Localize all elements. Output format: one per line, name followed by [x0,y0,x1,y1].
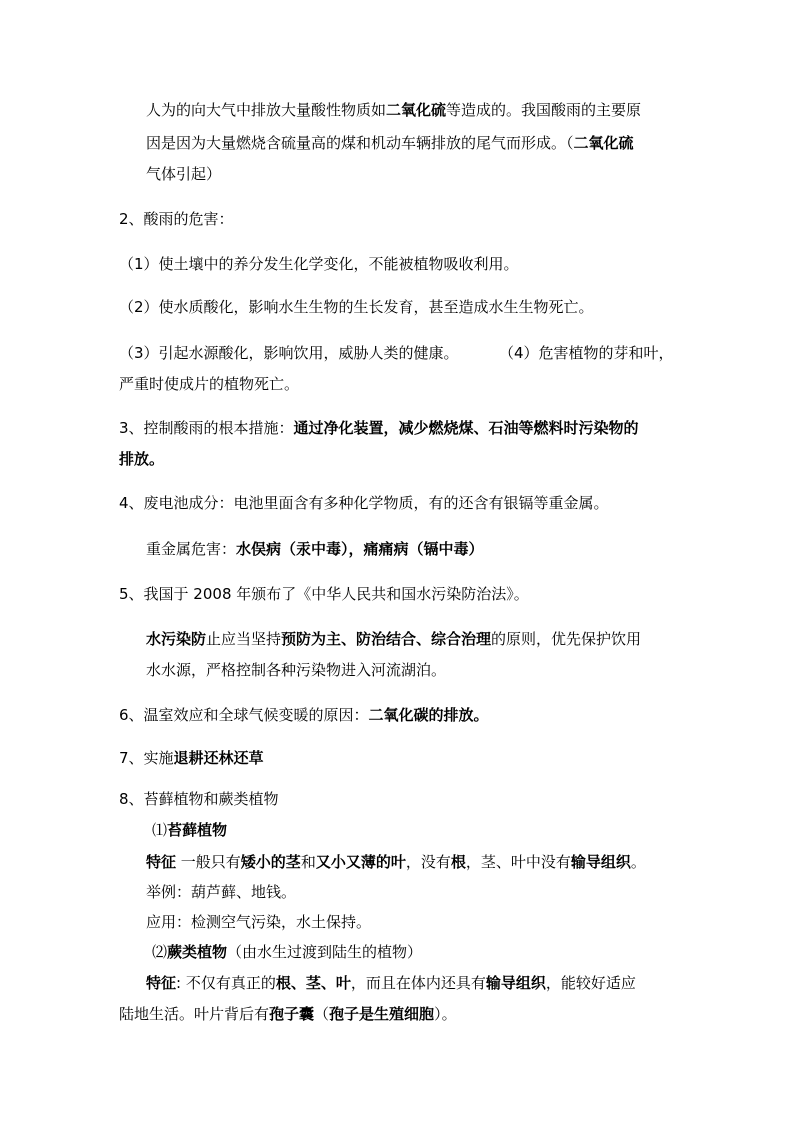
harm-item-4: （4）危害植物的芽和叶， [499,344,674,362]
text: ，茎、叶中没有 [465,853,571,871]
text: 6、温室效应和全球气候变暖的原因： [119,706,369,724]
harm-item-4-cont: 严重时使成片的植物死亡。 [119,375,300,393]
section-7 [119,748,264,768]
label: 特征 [146,853,177,871]
term: 又小又薄的叶 [315,853,406,871]
text: 重金属危害： [146,540,237,558]
text: 和 [300,853,316,871]
moss-features [146,852,646,872]
text: ⑵ [152,943,168,961]
fern-features [146,973,636,993]
text: 人为的向大气中排放大量酸性物质如 [146,101,387,119]
text: ，没有 [405,853,451,871]
text: ）。 [434,1005,457,1023]
text: ，能较好适应 [545,974,636,992]
text: 水污染防 [146,630,207,648]
text: 等造成的。我国酸雨的主要原 [446,101,642,119]
section-8-title: 8、苔藓植物和蕨类植物 [119,790,279,808]
harm-item-2: （2）使水质酸化，影响水生生物的生长发育，甚至造成水生生物死亡。 [119,298,594,316]
para-acid-rain-cause-line1 [146,100,641,120]
text: （ [314,1005,330,1023]
section-5-line2 [146,629,641,649]
section-2-title: 2、酸雨的危害： [119,210,234,228]
term: 输导组织 [570,853,631,871]
cause: 二氧化碳的排放。 [368,706,489,724]
text: 的原则，优先保护饮用 [491,630,642,648]
key-measure: 通过净化装置，减少燃烧煤、石油等燃料时污染物的 [293,419,639,437]
moss-title: 苔藓植物 [167,821,228,839]
text: 。 [630,853,646,871]
section-6 [119,705,489,725]
term: 根 [450,853,466,871]
text: 止应当坚持 [206,630,282,648]
para-acid-rain-cause-line3: 气体引起） [146,165,222,183]
section-5-line3: 水水源，严格控制各种污染物进入河流湖泊。 [146,661,447,679]
section-5-title: 5、我国于 2008 年颁布了《中华人民共和国水污染防治法》。 [119,585,529,603]
term: 根、茎、叶 [275,974,351,992]
term-sulfur-dioxide: 二氧化硫 [573,134,634,152]
text: 一般只有 [176,853,241,871]
text: （由水生过渡到陆生的植物） [227,943,423,961]
para-acid-rain-cause-line2 [146,133,634,153]
section-3-line1 [119,418,639,438]
policy: 退耕还林还草 [173,749,264,767]
moss-uses: 应用：检测空气污染，水土保持。 [146,913,372,931]
moss-heading [152,820,227,840]
term: 孢子是生殖细胞 [329,1005,435,1023]
term: 孢子囊 [269,1005,315,1023]
harm-item-1: （1）使土壤中的养分发生化学变化，不能被植物吸收利用。 [119,255,519,273]
moss-examples: 举例：葫芦藓、地钱。 [146,883,297,901]
principle: 预防为主、防治结合、综合治理 [281,630,492,648]
text: 陆地生活。叶片背后有 [119,1005,270,1023]
fern-heading [152,942,422,962]
text: ，而且在体内还具有 [350,974,486,992]
term: 输导组织 [485,974,546,992]
text: 3、控制酸雨的根本措施： [119,419,294,437]
section-4-title: 4、废电池成分：电池里面含有多种化学物质，有的还含有银镉等重金属。 [119,494,609,512]
text: 因是因为大量燃烧含硫量高的煤和机动车辆排放的尾气而形成。（ [146,134,574,152]
diseases: 水俣病（汞中毒），痛痛病（镉中毒） [236,540,484,558]
fern-title: 蕨类植物 [167,943,228,961]
heavy-metal-harm [146,539,484,559]
section-3-line2: 排放。 [119,450,165,468]
term: 矮小的茎 [240,853,301,871]
label: 特征 [146,974,177,992]
fern-features-cont [119,1004,457,1024]
text: 7、实施 [119,749,174,767]
text: : 不仅有真正的 [176,974,276,992]
harm-item-3: （3）引起水源酸化，影响饮用，威胁人类的健康。 [119,344,459,362]
term-sulfur-dioxide: 二氧化硫 [386,101,447,119]
text: ⑴ [152,821,168,839]
